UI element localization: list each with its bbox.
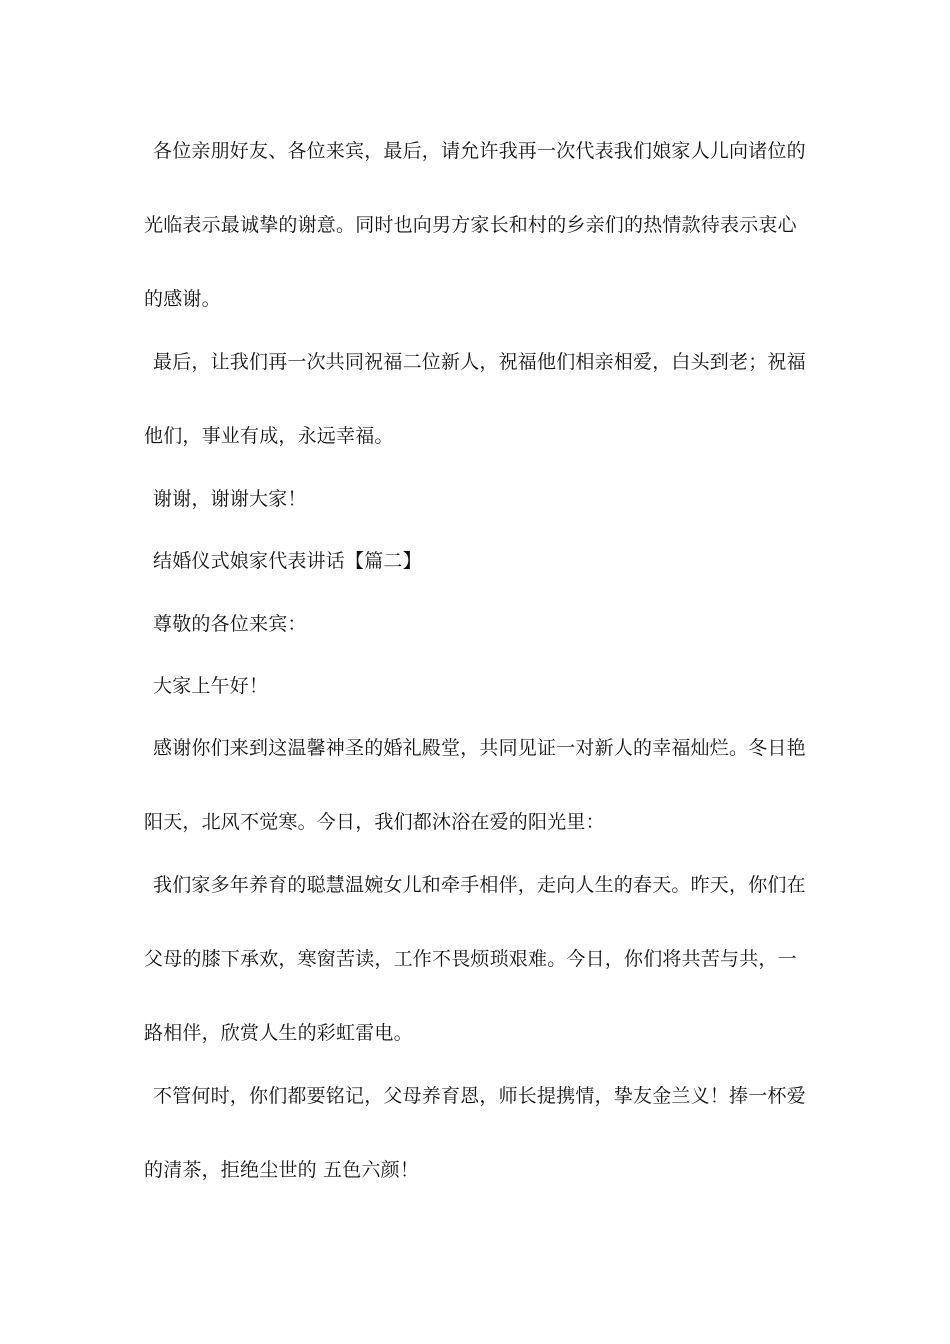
paragraph-line: 阳天，北风不觉寒。今日，我们都沐浴在爱的阳光里： xyxy=(144,811,605,833)
paragraph-line: 最后，让我们再一次共同祝福二位新人，祝福他们相亲相爱，白头到老；祝福 xyxy=(153,351,806,373)
paragraph-line: 我们家多年养育的聪慧温婉女儿和牵手相伴，走向人生的春天。昨天，你们在 xyxy=(153,874,806,896)
section-heading: 结婚仪式娘家代表讲话【篇二】 xyxy=(153,550,422,572)
paragraph-line: 父母的膝下承欢，寒窗苦读，工作不畏烦琐艰难。今日，你们将共苦与共，一 xyxy=(144,948,797,970)
paragraph-line: 的清茶，拒绝尘世的 五色六颜！ xyxy=(144,1159,420,1181)
paragraph-line: 他们，事业有成，永远幸福。 xyxy=(144,425,394,447)
paragraph-line: 路相伴，欣赏人生的彩虹雷电。 xyxy=(144,1022,413,1044)
paragraph-line: 不管何时，你们都要铭记，父母养育恩，师长提携情，挚友金兰义！捧一杯爱 xyxy=(153,1085,806,1107)
paragraph-line: 的感谢。 xyxy=(144,288,221,310)
paragraph-line: 谢谢，谢谢大家！ xyxy=(153,488,307,510)
paragraph-line: 感谢你们来到这温馨神圣的婚礼殿堂，共同见证一对新人的幸福灿烂。冬日艳 xyxy=(153,737,806,759)
paragraph-line: 各位亲朋好友、各位来宾，最后，请允许我再一次代表我们娘家人儿向诸位的 xyxy=(153,140,806,162)
paragraph-line: 光临表示最诚挚的谢意。同时也向男方家长和村的乡亲们的热情款待表示衷心 xyxy=(144,214,797,236)
greeting-line: 大家上午好！ xyxy=(153,675,269,697)
salutation-line: 尊敬的各位来宾： xyxy=(153,613,307,635)
